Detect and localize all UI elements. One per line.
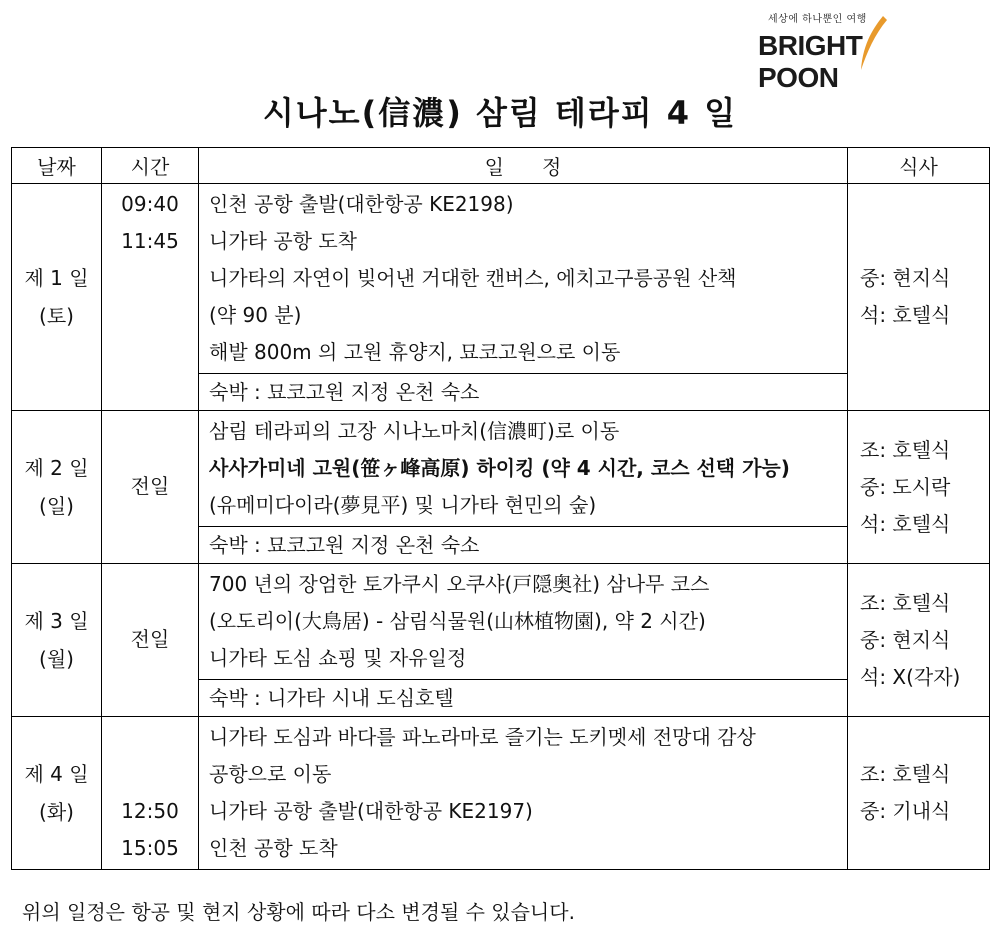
meal-item: 중: 현지식	[860, 627, 951, 652]
schedule-line: (약 90 분)	[209, 303, 302, 327]
day-4-label	[12, 717, 102, 870]
day-2-label	[12, 411, 102, 564]
page-title: 시나노(信濃) 삼림 테라피 4 일	[262, 94, 738, 132]
schedule-line: 니가타 도심과 바다를 파노라마로 즐기는 도키멧세 전망대 감상	[209, 725, 756, 749]
day-4-row	[12, 717, 990, 870]
day-2-meals	[848, 411, 990, 564]
day-1-meals	[848, 184, 990, 411]
footer-note: 위의 일정은 항공 및 현지 상황에 따라 다소 변경될 수 있습니다.	[22, 900, 575, 924]
schedule-line: 해발 800m 의 고원 휴양지, 묘코고원으로 이동	[209, 340, 621, 364]
schedule-line: 니가타 공항 출발(대한항공 KE2197)	[209, 799, 533, 823]
day-2-schedule	[199, 411, 848, 527]
day-3-schedule	[199, 564, 848, 680]
header-time: 시간	[102, 148, 199, 184]
logo-brand-right: POON	[758, 62, 839, 93]
day-2-stay: 숙박 : 묘코고원 지정 온천 숙소	[199, 527, 848, 564]
weekday: (토)	[39, 304, 74, 328]
time-value: 12:50	[121, 799, 179, 823]
day-3-row	[12, 564, 990, 680]
day-number: 제 3 일	[24, 609, 89, 633]
weekday: (화)	[39, 800, 74, 824]
day-3-times: 전일	[102, 564, 199, 717]
meal-item: 조: 호텔식	[860, 762, 951, 786]
day-2-row	[12, 411, 990, 527]
schedule-line: 인천 공항 도착	[209, 836, 338, 860]
day-1-times	[102, 184, 199, 411]
time-value	[103, 756, 197, 793]
day-1-stay: 숙박 : 묘코고원 지정 온천 숙소	[199, 374, 848, 411]
schedule-line: 공항으로 이동	[209, 762, 332, 786]
day-number: 제 2 일	[24, 456, 89, 480]
weekday: (월)	[39, 647, 74, 671]
schedule-line: (오도리이(大鳥居) - 삼림식물원(山林植物園), 약 2 시간)	[209, 609, 706, 633]
day-4-times	[102, 717, 199, 870]
table-header-row	[12, 148, 990, 184]
day-number: 제 4 일	[24, 762, 89, 786]
schedule-line: 700 년의 장엄한 토가쿠시 오쿠샤(戸隠奥社) 삼나무 코스	[209, 572, 710, 596]
time-value	[103, 719, 197, 756]
day-3-meals	[848, 564, 990, 717]
brand-logo	[758, 10, 948, 93]
meal-item: 중: 현지식	[860, 266, 951, 290]
day-1-label	[12, 184, 102, 411]
time-value: 11:45	[121, 229, 179, 253]
logo-wordmark	[758, 30, 948, 94]
meal-item: 조: 호텔식	[860, 437, 951, 462]
meal-item: 석: 호텔식	[860, 511, 951, 536]
schedule-line: 니가타 공항 도착	[209, 229, 357, 253]
schedule-line: 삼림 테라피의 고장 시나노마치(信濃町)로 이동	[209, 419, 620, 443]
meal-item: 중: 기내식	[860, 799, 951, 823]
day-3-stay: 숙박 : 니가타 시내 도심호텔	[199, 680, 848, 717]
schedule-line: 니가타 도심 쇼핑 및 자유일정	[209, 646, 467, 670]
schedule-line: (유메미다이라(夢見平) 및 니가타 현민의 숲)	[209, 493, 597, 517]
day-1-row	[12, 184, 990, 374]
day-4-meals	[848, 717, 990, 870]
logo-tagline: 세상에 하나뿐인 여행	[768, 14, 867, 25]
meal-item: 조: 호텔식	[860, 590, 951, 615]
header-meal: 식사	[848, 148, 990, 184]
header-schedule: 일 정	[199, 148, 848, 184]
header-date: 날짜	[12, 148, 102, 184]
schedule-line-highlight: 사사가미네 고원(笹ヶ峰高原) 하이킹 (약 4 시간, 코스 선택 가능)	[209, 456, 790, 480]
meal-item: 중: 도시락	[860, 474, 951, 499]
day-1-schedule	[199, 184, 848, 374]
time-value: 09:40	[121, 192, 179, 216]
schedule-line: 니가타의 자연이 빚어낸 거대한 캔버스, 에치고구릉공원 산책	[209, 266, 737, 290]
logo-brand-left: BRIGHT	[758, 30, 863, 61]
day-2-times: 전일	[102, 411, 199, 564]
meal-item: 석: 호텔식	[860, 303, 951, 327]
itinerary-table	[11, 147, 990, 870]
day-3-label	[12, 564, 102, 717]
meal-item: 석: X(각자)	[860, 664, 961, 689]
day-number: 제 1 일	[24, 266, 89, 290]
schedule-line: 인천 공항 출발(대한항공 KE2198)	[209, 192, 514, 216]
day-4-schedule	[199, 717, 848, 870]
weekday: (일)	[39, 494, 74, 518]
time-value: 15:05	[121, 836, 179, 860]
